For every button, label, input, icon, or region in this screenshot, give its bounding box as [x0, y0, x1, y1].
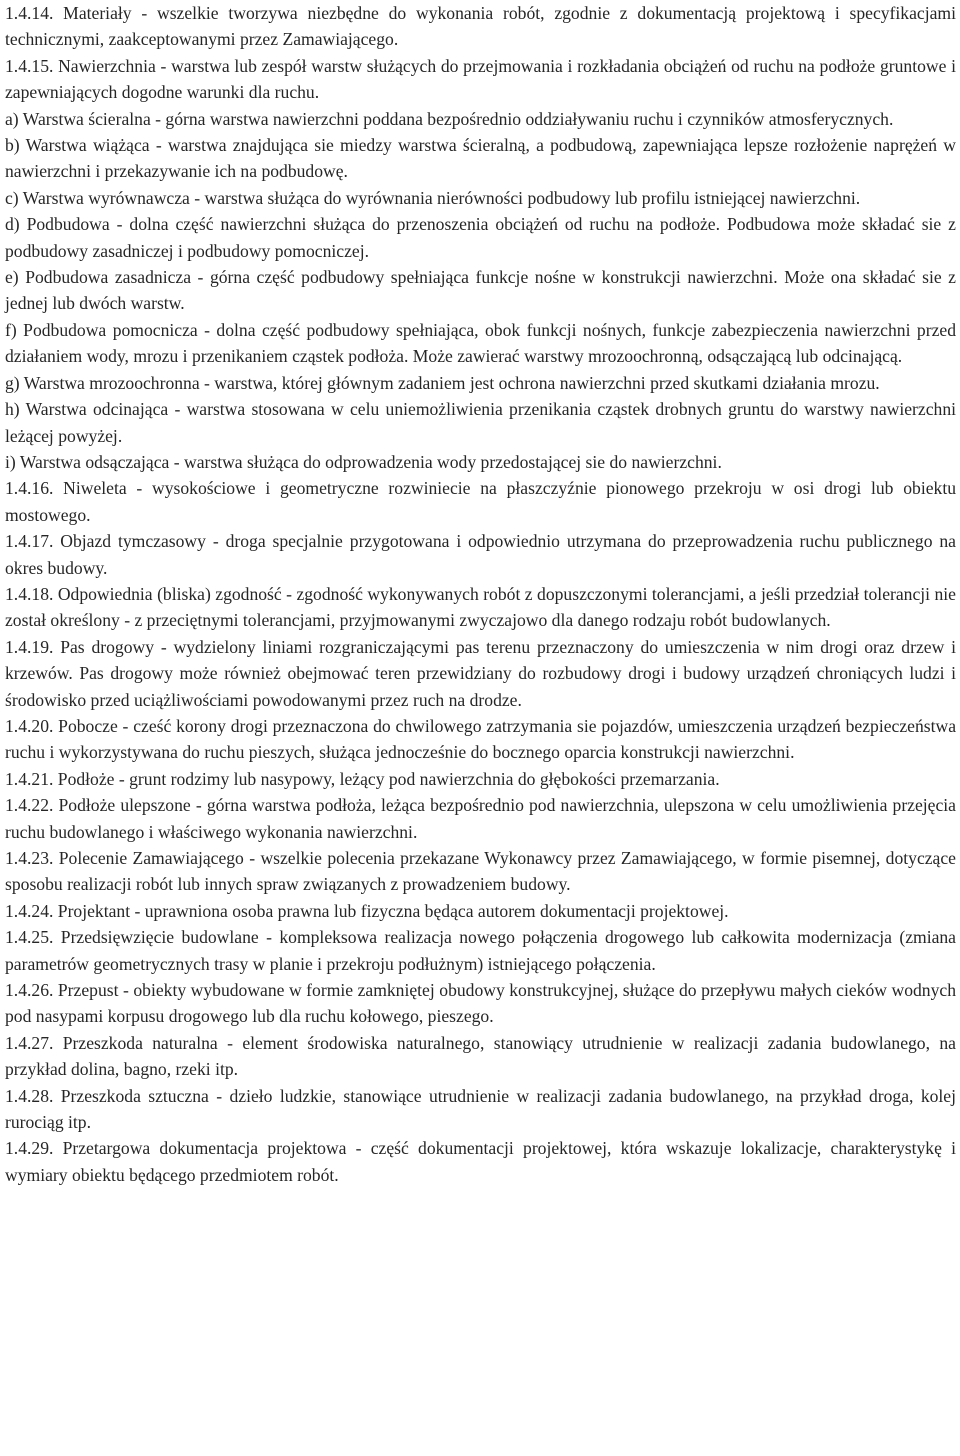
paragraph-1-4-17-objazd-tymczasowy: 1.4.17. Objazd tymczasowy - droga specjalnie przygotowana i odpowiednio utrzymana do przeprowadzenia ruchu publicznego na okres budowy.	[5, 531, 956, 578]
paragraph-1-4-28-przeszkoda-sztuczna: 1.4.28. Przeszkoda sztuczna - dzieło ludzkie, stanowiące utrudnienie w realizacji zadania budowlanego, na przykład droga, kolej rurociąg itp.	[5, 1085, 956, 1133]
paragraph-1-4-25-przedsiewziecie-budowlane: 1.4.25. Przedsięwzięcie budowlane - kompleksowa realizacja nowego połączenia drogowego lub całkowita modernizacja (zmiana parametrów geometrycznych trasy w planie i przekroju podłużnym) istniejącego połączenia.	[5, 927, 956, 974]
paragraph-f-podbudowa-pomocnicza: f) Podbudowa pomocnicza - dolna część podbudowy spełniająca, obok funkcji nośnych, funkcje zabezpieczenia nawierzchni przed działaniem wody, mrozu i przenikaniem cząstek podłoża. Może zawierać warstwy mrozoochronną, odsączającą lub odcinającą.	[5, 319, 956, 367]
paragraph-1-4-18-odpowiednia-zgodnosc: 1.4.18. Odpowiednia (bliska) zgodność - zgodność wykonywanych robót z dopuszczonymi tolerancjami, a jeśli przedział tolerancji nie został określony - z przeciętnymi tolerancjami, przyjmowanymi zwyczajowo dla danego rodzaju robót budowlanych.	[5, 583, 956, 631]
paragraph-1-4-24-projektant: 1.4.24. Projektant - uprawniona osoba prawna lub fizyczna będąca autorem dokumentacji projektowej.	[5, 900, 729, 921]
paragraph-e-podbudowa-zasadnicza: e) Podbudowa zasadnicza - górna część podbudowy spełniająca funkcje nośne w konstrukcji nawierzchni. Może ona składać sie z jednej lub dwóch warstw.	[5, 267, 956, 314]
paragraph-d-podbudowa: d) Podbudowa - dolna część nawierzchni służąca do przenoszenia obciążeń od ruchu na podłoże. Podbudowa może składać sie z podbudowy zasadniczej i podbudowy pomocniczej.	[5, 214, 956, 261]
paragraph-1-4-29-przetargowa-dokumentacja: 1.4.29. Przetargowa dokumentacja projektowa - część dokumentacji projektowej, która wskazuje lokalizacje, charakterystykę i wymiary obiektu będącego przedmiotem robót.	[5, 1138, 956, 1185]
paragraph-1-4-15-nawierzchnia: 1.4.15. Nawierzchnia - warstwa lub zespół warstw służących do przejmowania i rozkładania obciążeń od ruchu na podłoże gruntowe i zapewniających dogodne warunki dla ruchu.	[5, 55, 956, 103]
paragraph-1-4-27-przeszkoda-naturalna: 1.4.27. Przeszkoda naturalna - element środowiska naturalnego, stanowiący utrudnienie w realizacji zadania budowlanego, na przykład dolina, bagno, rzeki itp.	[5, 1032, 956, 1080]
paragraph-i-warstwa-odsaczajaca: i) Warstwa odsączająca - warstwa służąca do odprowadzenia wody przedostającej sie do nawierzchni.	[5, 451, 722, 472]
paragraph-1-4-20-pobocze: 1.4.20. Pobocze - cześć korony drogi przeznaczona do chwilowego zatrzymania sie pojazdów, umieszczenia urządzeń bezpieczeństwa ruchu i wykorzystywana do ruchu pieszych, służąca jednocześnie do bocznego oparcia konstrukcji nawierzchni.	[5, 715, 956, 763]
paragraph-1-4-26-przepust: 1.4.26. Przepust - obiekty wybudowane w formie zamkniętej obudowy konstrukcyjnej, służące do przepływu małych cieków wodnych pod nasypami korpusu drogowego lub dla ruchu kołowego, pieszego.	[5, 980, 956, 1027]
paragraph-1-4-21-podloze: 1.4.21. Podłoże - grunt rodzimy lub nasypowy, leżący pod nawierzchnia do głębokości przemarzania.	[5, 768, 720, 789]
paragraph-c-warstwa-wyrownawcza: c) Warstwa wyrównawcza - warstwa służąca do wyrównania nierówności podbudowy lub profilu istniejącej nawierzchni.	[5, 187, 861, 208]
paragraph-1-4-19-pas-drogowy: 1.4.19. Pas drogowy - wydzielony liniami rozgraniczającymi pas terenu przeznaczony do umieszczenia w nim drogi oraz drzew i krzewów. Pas drogowy może również obejmować teren przewidziany do rozbudowy drogi i budowy urządzeń chroniących ludzi i środowisko przed uciążliwościami powodowanymi przez ruch na drodze.	[5, 636, 956, 710]
paragraph-a-warstwa-scieralna: a) Warstwa ścieralna - górna warstwa nawierzchni poddana bezpośrednio oddziaływaniu ruchu i czynników atmosferycznych.	[5, 108, 894, 129]
paragraph-1-4-23-polecenie-zamawiajacego: 1.4.23. Polecenie Zamawiającego - wszelkie polecenia przekazane Wykonawcy przez Zamawiającego, w formie pisemnej, dotyczące sposobu realizacji robót lub innych spraw związanych z prowadzeniem budowy.	[5, 848, 956, 895]
paragraph-1-4-14-materialy: 1.4.14. Materiały - wszelkie tworzywa niezbędne do wykonania robót, zgodnie z dokumentacją projektową i specyfikacjami technicznymi, zaakceptowanymi przez Zamawiającego.	[5, 3, 956, 50]
paragraph-1-4-22-podloze-ulepszone: 1.4.22. Podłoże ulepszone - górna warstwa podłoża, leżąca bezpośrednio pod nawierzchnia, ulepszona w celu umożliwienia przejęcia ruchu budowlanego i właściwego wykonania nawierzchni.	[5, 795, 956, 842]
paragraph-g-warstwa-mrozoochronna: g) Warstwa mrozoochronna - warstwa, której głównym zadaniem jest ochrona nawierzchni przed skutkami działania mrozu.	[5, 372, 880, 393]
paragraph-1-4-16-niweleta: 1.4.16. Niweleta - wysokościowe i geometryczne rozwiniecie na płaszczyźnie pionowego przekroju w osi drogi lub obiektu mostowego.	[5, 478, 956, 525]
paragraph-h-warstwa-odcinajaca: h) Warstwa odcinająca - warstwa stosowana w celu uniemożliwienia przenikania cząstek drobnych gruntu do warstwy nawierzchni leżącej powyżej.	[5, 399, 956, 446]
paragraph-b-warstwa-wiazaca: b) Warstwa wiążąca - warstwa znajdująca sie miedzy warstwa ścieralną, a podbudową, zapewniająca lepsze rozłożenie naprężeń w nawierzchni i przekazywanie ich na podbudowę.	[5, 135, 956, 182]
